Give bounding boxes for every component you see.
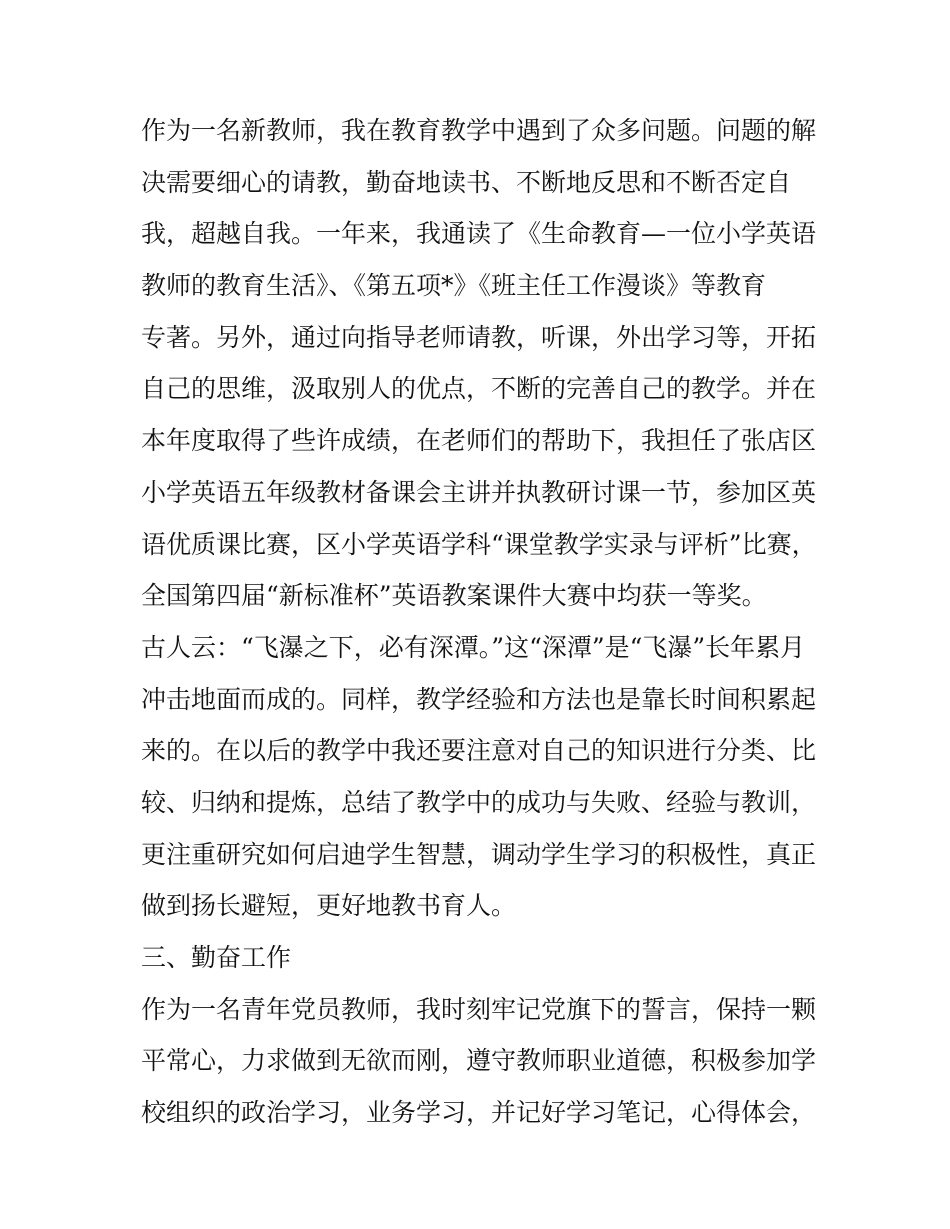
text-line-11: 古人云：“飞瀑之下，必有深潭。”这“深潭”是“飞瀑”长年累月 xyxy=(141,632,806,662)
text-line-13: 来的。在以后的教学中我还要注意对自己的知识进行分类、比 xyxy=(141,736,817,766)
text-line-5: 专著。另外，通过向指导老师请教，听课，外出学习等，开拓 xyxy=(141,322,817,352)
text-line-19: 平常心，力求做到无欲而刚，遵守教师职业道德，积极参加学 xyxy=(141,1046,817,1076)
text-line-20: 校组织的政治学习，业务学习，并记好学习笔记，心得体会， xyxy=(141,1098,817,1128)
text-line-4: 教师的教育生活》、《第五项*》《班主任工作漫谈》等教育 xyxy=(141,271,767,301)
text-line-7: 本年度取得了些许成绩，在老师们的帮助下，我担任了张店区 xyxy=(141,426,817,456)
text-line-14: 较、归纳和提炼，总结了教学中的成功与失败、经验与教训， xyxy=(141,787,817,817)
text-line-6: 自己的思维，汲取别人的优点，不断的完善自己的教学。并在 xyxy=(141,374,817,404)
text-line-9: 语优质课比赛，区小学英语学科“课堂教学实录与评析”比赛， xyxy=(141,529,817,559)
text-line-8: 小学英语五年级教材备课会主讲并执教研讨课一节，参加区英 xyxy=(141,477,817,507)
text-line-3: 我，超越自我。一年来，我通读了《生命教育—一位小学英语 xyxy=(141,219,817,249)
body-text xyxy=(141,105,821,1139)
section-heading: 三、勤奋工作 xyxy=(141,943,292,972)
text-line-10: 全国第四届“新标准杯”英语教案课件大赛中均获一等奖。 xyxy=(141,581,767,611)
text-line-2: 决需要细心的请教，勤奋地读书、不断地反思和不断否定自 xyxy=(141,167,792,197)
text-line-12: 冲击地面而成的。同样，教学经验和方法也是靠长时间积累起 xyxy=(141,684,817,714)
text-line-16: 做到扬长避短，更好地教书育人。 xyxy=(141,891,517,921)
text-line-18: 作为一名青年党员教师，我时刻牢记党旗下的誓言，保持一颗 xyxy=(141,994,817,1024)
text-line-15: 更注重研究如何启迪学生智慧，调动学生学习的积极性，真正 xyxy=(141,839,817,869)
text-line-1: 作为一名新教师，我在教育教学中遇到了众多问题。问题的解 xyxy=(141,116,817,145)
